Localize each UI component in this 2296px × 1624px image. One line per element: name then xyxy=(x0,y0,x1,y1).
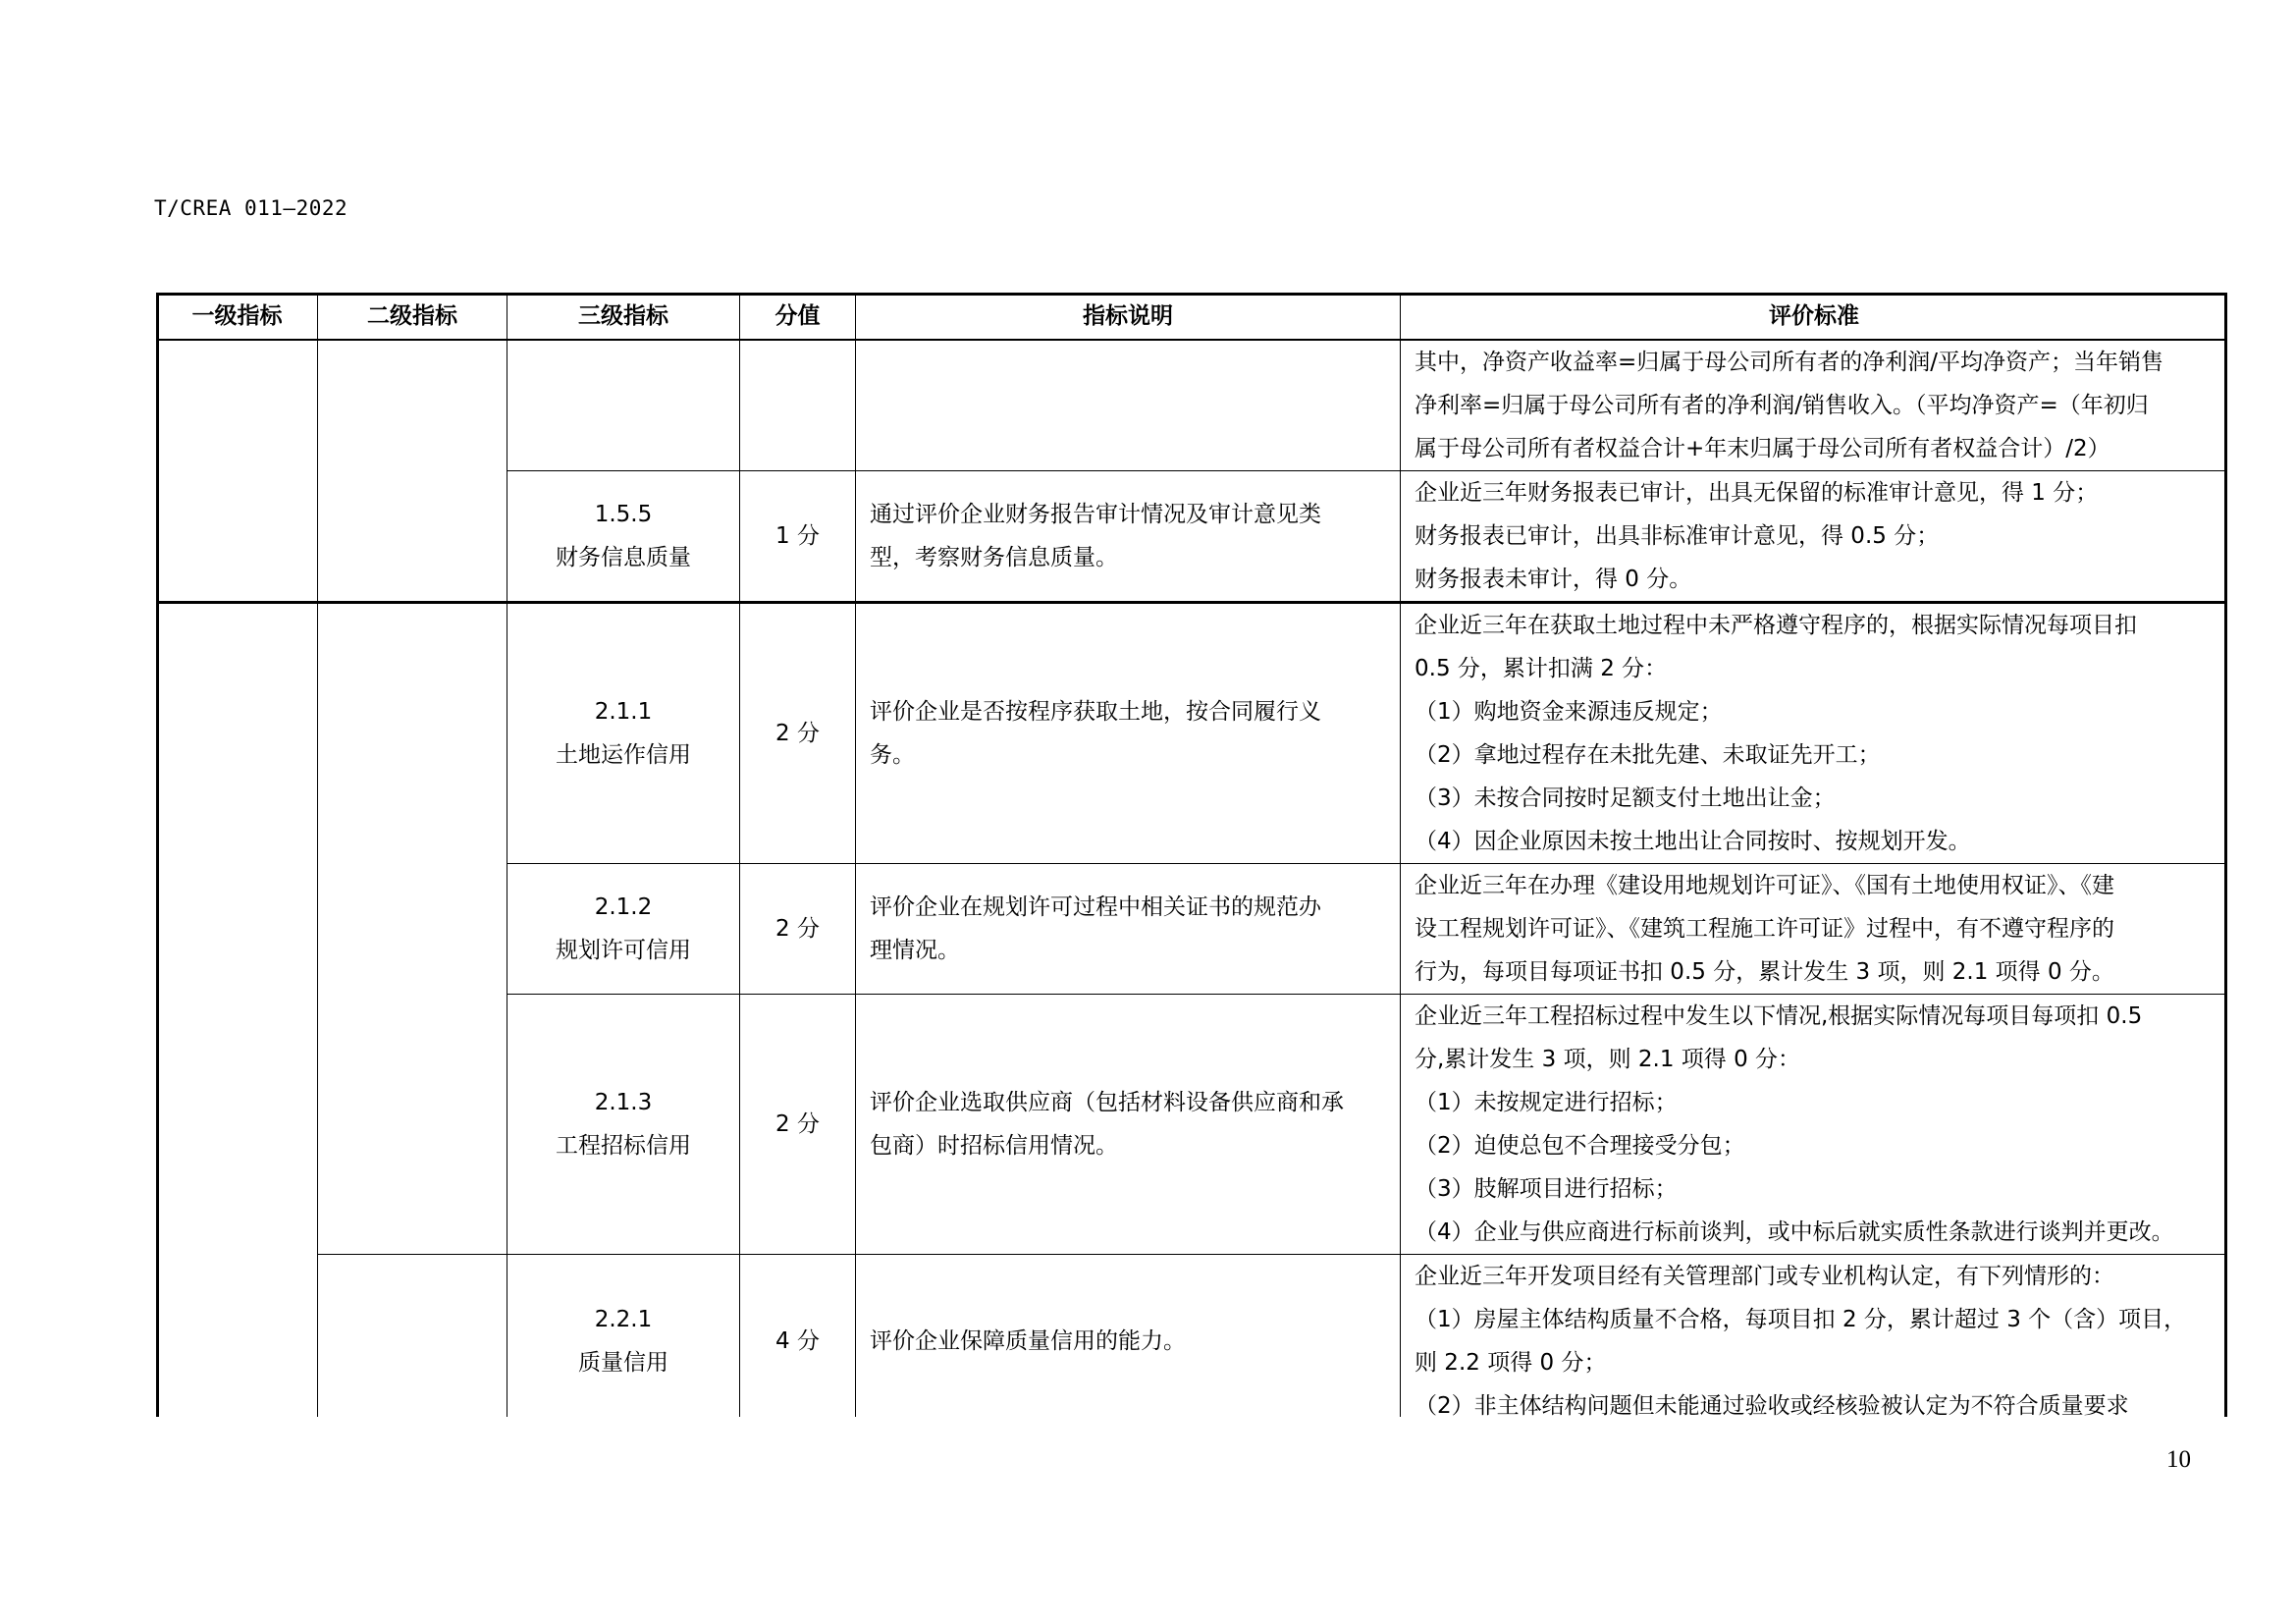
indicator-name: 规划许可信用 xyxy=(556,938,691,963)
criteria-line: 0.5 分，累计扣满 2 分： xyxy=(1415,656,1668,681)
description-cell xyxy=(856,471,1401,603)
col-header-level1: 一级指标 xyxy=(157,294,318,341)
level3-cell-empty xyxy=(507,340,740,471)
description-cell xyxy=(856,995,1401,1255)
indicator-code: 1.5.5 xyxy=(594,502,653,527)
table-row xyxy=(157,603,2228,864)
criteria-line: 企业近三年在获取土地过程中未严格遵守程序的，根据实际情况每项目扣 xyxy=(1415,613,2137,638)
table-header-row xyxy=(157,294,2228,341)
score-cell: 2 分 xyxy=(740,864,856,995)
level2-cell xyxy=(318,1255,507,1418)
level2-cell xyxy=(318,603,507,1255)
criteria-line: 财务报表已审计，出具非标准审计意见，得 0.5 分； xyxy=(1415,523,1940,549)
description-line: 务。 xyxy=(870,742,915,768)
level3-cell xyxy=(507,1255,740,1418)
description-line: 评价企业选取供应商（包括材料设备供应商和承 xyxy=(870,1090,1344,1115)
indicator-name: 土地运作信用 xyxy=(556,742,691,768)
score-cell: 1 分 xyxy=(740,471,856,603)
criteria-line: 企业近三年财务报表已审计，出具无保留的标准审计意见，得 1 分； xyxy=(1415,480,2099,506)
indicator-code: 2.1.2 xyxy=(594,894,653,920)
description-cell-empty xyxy=(856,340,1401,471)
criteria-line: （1）房屋主体结构质量不合格，每项目扣 2 分，累计超过 3 个（含）项目， xyxy=(1415,1307,2187,1332)
criteria-line: 其中，净资产收益率=归属于母公司所有者的净利润/平均净资产；当年销售 xyxy=(1415,350,2164,375)
score-cell-empty xyxy=(740,340,856,471)
description-line: 评价企业在规划许可过程中相关证书的规范办 xyxy=(870,894,1321,920)
criteria-line: 净利率=归属于母公司所有者的净利润/销售收入。（平均净资产=（年初归 xyxy=(1415,393,2149,418)
criteria-line: 则 2.2 项得 0 分； xyxy=(1415,1350,1607,1376)
level1-cell xyxy=(157,603,318,1418)
description-line: 评价企业保障质量信用的能力。 xyxy=(870,1328,1186,1354)
criteria-line: （2）拿地过程存在未批先建、未取证先开工； xyxy=(1415,742,1881,768)
criteria-cell xyxy=(1401,864,2228,995)
col-header-level3: 三级指标 xyxy=(507,294,740,341)
evaluation-table-frame xyxy=(156,293,2227,1417)
level3-cell xyxy=(507,603,740,864)
description-line: 理情况。 xyxy=(870,938,960,963)
indicator-code: 2.2.1 xyxy=(594,1307,653,1332)
table-row xyxy=(157,340,2228,471)
indicator-name: 质量信用 xyxy=(578,1350,668,1376)
criteria-line: （1）购地资金来源违反规定； xyxy=(1415,699,1723,725)
page-number: 10 xyxy=(2166,1446,2191,1473)
criteria-line: 分,累计发生 3 项，则 2.1 项得 0 分： xyxy=(1415,1047,1801,1072)
description-cell xyxy=(856,1255,1401,1418)
level2-cell-continued xyxy=(318,340,507,603)
criteria-line: 企业近三年工程招标过程中发生以下情况,根据实际情况每项目每项扣 0.5 xyxy=(1415,1003,2143,1029)
document-code-header: T/CREA 011—2022 xyxy=(154,196,348,220)
criteria-cell xyxy=(1401,603,2228,864)
criteria-line: （2）迫使总包不合理接受分包； xyxy=(1415,1133,1745,1159)
criteria-line: 属于母公司所有者权益合计+年末归属于母公司所有者权益合计）/2） xyxy=(1415,436,2110,461)
level1-cell-continued xyxy=(157,340,318,603)
criteria-cell xyxy=(1401,1255,2228,1418)
indicator-name: 财务信息质量 xyxy=(556,545,691,570)
criteria-line: （3）未按合同按时足额支付土地出让金； xyxy=(1415,785,1836,811)
criteria-line: 财务报表未审计，得 0 分。 xyxy=(1415,567,1692,592)
table-row xyxy=(157,1255,2228,1418)
criteria-line: 设工程规划许可证》、《建筑工程施工许可证》过程中，有不遵守程序的 xyxy=(1415,916,2114,942)
description-line: 包商）时招标信用情况。 xyxy=(870,1133,1118,1159)
description-cell xyxy=(856,864,1401,995)
criteria-line: （4）企业与供应商进行标前谈判，或中标后就实质性条款进行谈判并更改。 xyxy=(1415,1219,2174,1245)
col-header-score: 分值 xyxy=(740,294,856,341)
col-header-description: 指标说明 xyxy=(856,294,1401,341)
description-line: 通过评价企业财务报告审计情况及审计意见类 xyxy=(870,502,1321,527)
level3-cell xyxy=(507,995,740,1255)
score-cell: 4 分 xyxy=(740,1255,856,1418)
description-line: 评价企业是否按程序获取土地，按合同履行义 xyxy=(870,699,1321,725)
description-cell xyxy=(856,603,1401,864)
level3-cell xyxy=(507,471,740,603)
criteria-line: 企业近三年在办理《建设用地规划许可证》、《国有土地使用权证》、《建 xyxy=(1415,873,2114,898)
criteria-line: （4）因企业原因未按土地出让合同按时、按规划开发。 xyxy=(1415,829,1971,854)
indicator-code: 2.1.3 xyxy=(594,1090,653,1115)
indicator-name: 工程招标信用 xyxy=(556,1133,691,1159)
description-line: 型，考察财务信息质量。 xyxy=(870,545,1118,570)
criteria-line: 行为，每项目每项证书扣 0.5 分，累计发生 3 项，则 2.1 项得 0 分。 xyxy=(1415,959,2114,985)
criteria-line: （1）未按规定进行招标； xyxy=(1415,1090,1678,1115)
criteria-cell xyxy=(1401,995,2228,1255)
score-cell: 2 分 xyxy=(740,995,856,1255)
indicator-code: 2.1.1 xyxy=(594,699,653,725)
criteria-cell xyxy=(1401,340,2228,471)
criteria-line: （2）非主体结构问题但未能通过验收或经核验被认定为不符合质量要求 xyxy=(1415,1393,2129,1417)
evaluation-table xyxy=(156,293,2227,1417)
criteria-cell xyxy=(1401,471,2228,603)
criteria-line: 企业近三年开发项目经有关管理部门或专业机构认定，有下列情形的： xyxy=(1415,1264,2114,1289)
level3-cell xyxy=(507,864,740,995)
criteria-line: （3）肢解项目进行招标； xyxy=(1415,1176,1678,1202)
col-header-criteria: 评价标准 xyxy=(1401,294,2228,341)
col-header-level2: 二级指标 xyxy=(318,294,507,341)
score-cell: 2 分 xyxy=(740,603,856,864)
